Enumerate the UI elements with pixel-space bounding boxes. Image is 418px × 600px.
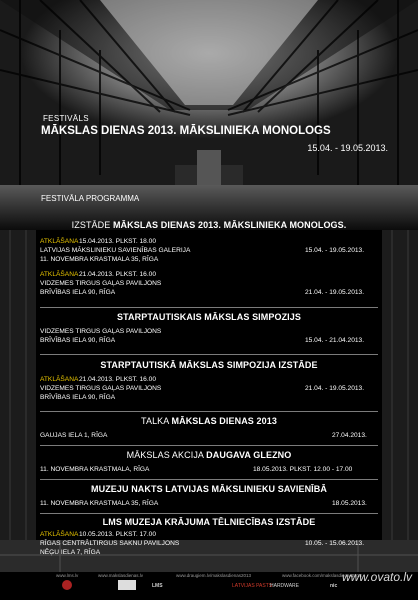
event-heading: STARPTAUTISKAIS MĀKSLAS SIMPOZIJS	[117, 312, 301, 322]
separator	[40, 307, 378, 308]
footer-url[interactable]: www.makslasdienas.lv	[98, 573, 144, 578]
opening-line	[40, 271, 378, 280]
watermark: www.ovato.lv	[341, 570, 412, 584]
event-section	[40, 484, 378, 509]
opening-line	[40, 238, 378, 247]
opening-line	[40, 376, 378, 385]
event-section	[40, 517, 378, 558]
event-heading: IZSTĀDE MĀKSLAS DIENAS 2013. MĀKSLINIEKA MONOLOGS.	[71, 220, 347, 230]
event-dates: 27.04.2013.	[332, 432, 367, 439]
opening-time: 15.04.2013. PLKST. 18.00	[79, 238, 156, 245]
separator	[40, 513, 378, 514]
address-line: BRĪVĪBAS IELA 90, RĪGA 15.04. - 21.04.2013.	[40, 337, 365, 344]
separator	[40, 354, 378, 355]
address-line: 11. NOVEMBRA KRASTMALA 35, RĪGA	[40, 256, 159, 263]
event-heading: TALKA MĀKSLAS DIENAS 2013	[141, 416, 277, 426]
venue-line: VIDZEMES TIRGUS GAĻAS PAVILJONS 21.04. - 19.05.2013.	[40, 385, 365, 392]
event-section	[40, 312, 378, 346]
event-dates: 21.04. - 19.05.2013.	[305, 289, 365, 296]
event-heading: LMS MUZEJA KRĀJUMA TĒLNIECĪBAS IZSTĀDE	[102, 517, 316, 527]
event-dates: 18.05.2013.	[332, 500, 367, 507]
address-line: NĒĢU IELA 7, RĪGA	[40, 549, 101, 556]
festival-label: FESTIVĀLS	[43, 114, 89, 123]
event-dates: 10.05. - 15.06.2013.	[305, 540, 365, 547]
opening-line	[40, 531, 378, 540]
separator	[40, 479, 378, 480]
venue-line: RĪGAS CENTRĀLTIRGUS SAKNU PAVILJONS 10.05. - 15.06.2013.	[40, 540, 365, 547]
event-section	[40, 360, 378, 403]
opening-label: ATKLĀŠANA	[40, 376, 79, 383]
venue-line: LATVIJAS MĀKSLINIEKU SAVIENĪBAS GALERIJA 15.04. - 19.05.2013.	[40, 247, 365, 254]
event-heading: MUZEJU NAKTS LATVIJAS MĀKSLINIEKU SAVIENĪBĀ	[91, 484, 327, 494]
separator	[40, 445, 378, 446]
festival-dates: 15.04. - 19.05.2013.	[307, 143, 388, 153]
venue-line: 11. NOVEMBRA KRASTMALA 35, RĪGA 18.05.2013.	[40, 500, 367, 507]
venue-line: 11. NOVEMBRA KRASTMALA, RĪGA 18.05.2013. PLKST. 12.00 - 17.00	[40, 466, 353, 473]
emblem-icon	[118, 580, 136, 590]
event-dates: 18.05.2013. PLKST. 12.00 - 17.00	[253, 466, 353, 473]
event-dates: 15.04. - 21.04.2013.	[305, 337, 365, 344]
event-dates: 15.04. - 19.05.2013.	[305, 247, 365, 254]
opening-label: ATKLĀŠANA	[40, 531, 79, 538]
nic-logo: nic	[330, 583, 338, 589]
footer-url[interactable]: www.facebook.com/makslasdienas2013	[282, 573, 362, 578]
event-dates: 21.04. - 19.05.2013.	[305, 385, 365, 392]
event-section	[40, 450, 378, 475]
opening-label: ATKLĀŠANA	[40, 271, 79, 278]
program-label: FESTIVĀLA PROGRAMMA	[41, 194, 140, 203]
seal-icon	[62, 580, 72, 590]
opening-time: 10.05.2013. PLKST. 17.00	[79, 531, 156, 538]
festival-title: MĀKSLAS DIENAS 2013. MĀKSLINIEKA MONOLOGS	[41, 125, 331, 137]
separator	[40, 411, 378, 412]
footer-url[interactable]: www.lms.lv	[56, 573, 79, 578]
opening-time: 21.04.2013. PLKST. 16.00	[79, 376, 156, 383]
address-line: BRĪVĪBAS IELA 90, RĪGA	[40, 394, 116, 401]
footer-url[interactable]: www.draugiem.lv/makslasdienas2013	[176, 573, 252, 578]
opening-label: ATKLĀŠANA	[40, 238, 79, 245]
venue-line: VIDZEMES TIRGUS GAĻAS PAVILJONS	[40, 280, 162, 287]
event-heading: MĀKSLAS AKCIJA DAUGAVA GLEZNO	[126, 450, 292, 460]
venue-line: VIDZEMES TIRGUS GAĻAS PAVILJONS	[40, 328, 162, 335]
event-section	[40, 416, 378, 441]
lms-logo: LMS	[152, 583, 163, 589]
hardware-logo: HARDWARE	[270, 583, 299, 589]
venue-line: GAUJAS IELA 1, RĪGA 27.04.2013.	[40, 432, 367, 439]
opening-time: 21.04.2013. PLKST. 16.00	[79, 271, 156, 278]
latvijas-pasts-logo: LATVIJAS PASTS	[232, 583, 273, 589]
address-line: BRĪVĪBAS IELA 90, RĪGA 21.04. - 19.05.2013.	[40, 289, 365, 296]
event-section	[40, 220, 378, 298]
event-heading: STARPTAUTISKĀ MĀKSLAS SIMPOZIJA IZSTĀDE	[100, 360, 318, 370]
